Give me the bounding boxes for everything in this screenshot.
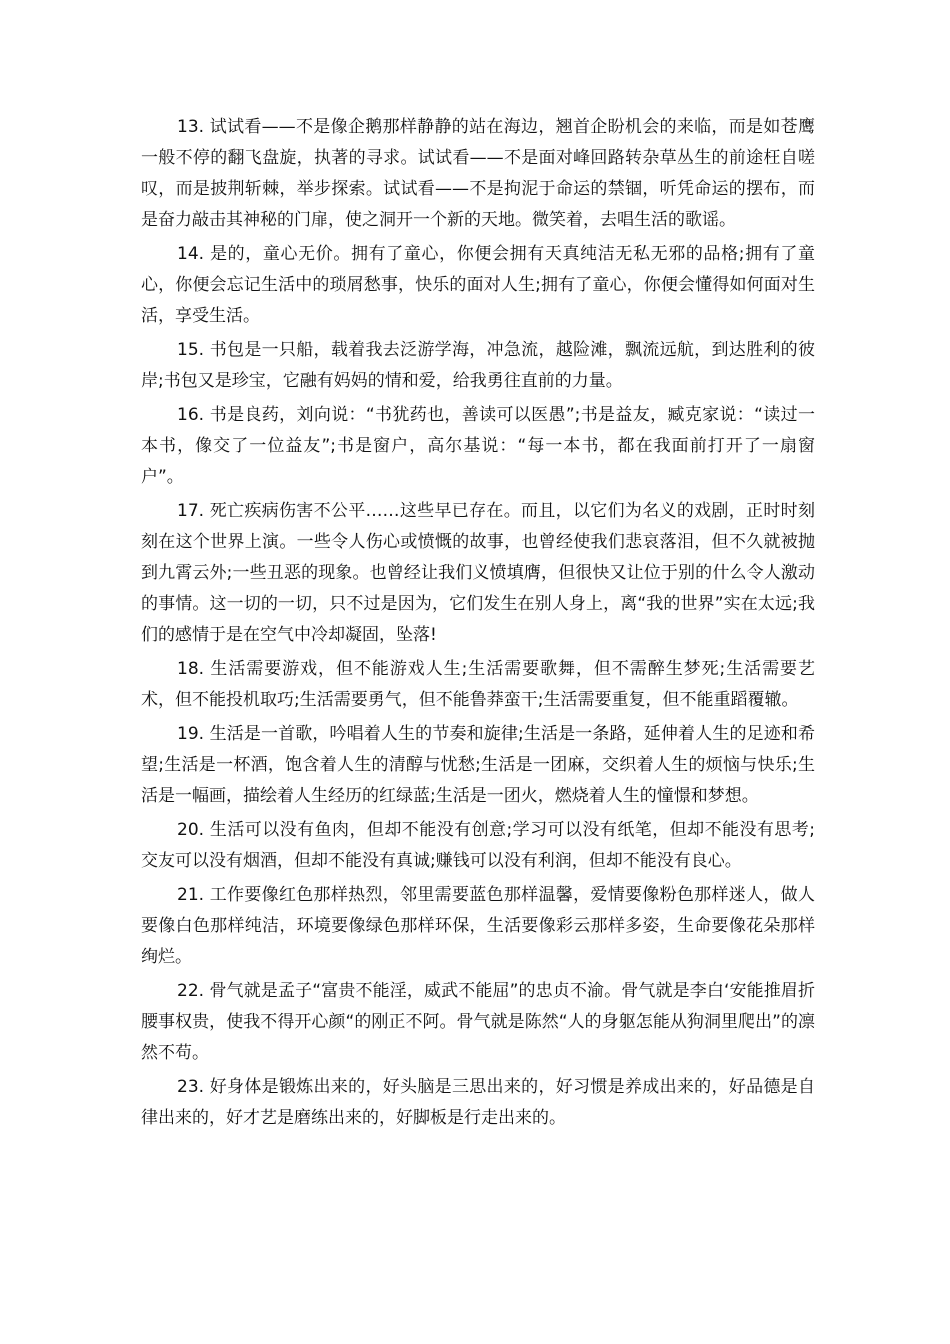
paragraph-16: 16. 书是良药，刘向说：“书犹药也，善读可以医愚”;书是益友，臧克家说：“读过一本书，像交了一位益友”;书是窗户，高尔基说：“每一本书，都在我面前打开了一扇窗户”。 xyxy=(141,405,815,487)
paragraph-18: 18. 生活需要游戏，但不能游戏人生;生活需要歌舞，但不需醉生梦死;生活需要艺术，但不能投机取巧;生活需要勇气，但不能鲁莽蛮干;生活需要重复，但不能重蹈覆辙。 xyxy=(141,659,815,710)
paragraph-13: 13. 试试看——不是像企鹅那样静静的站在海边，翘首企盼机会的来临，而是如苍鹰一般不停的翻飞盘旋，执著的寻求。试试看——不是面对峰回路转杂草丛生的前途枉自嗟叹，而是披荆斩棘，举步探索。试试看——不是拘泥于命运的禁锢，听凭命运的摆布，而是奋力敲击其神秘的门扉，使之洞开一个新的天地。微笑着，去唱生活的歌谣。 xyxy=(141,117,815,230)
paragraph-17: 17. 死亡疾病伤害不公平……这些早已存在。而且，以它们为名义的戏剧，正时时刻刻在这个世界上演。一些令人伤心或愤慨的故事，也曾经使我们悲哀落泪，但不久就被抛到九霄云外;一些丑恶的现象。也曾经让我们义愤填膺，但很快又让位于别的什么令人激动的事情。这一切的一切，只不过是因为，它们发生在别人身上，离“我的世界”实在太远;我们的感情于是在空气中冷却凝固，坠落! xyxy=(141,501,815,645)
paragraph-21: 21. 工作要像红色那样热烈，邻里需要蓝色那样温馨，爱情要像粉色那样迷人，做人要像白色那样纯洁，环境要像绿色那样环保，生活要像彩云那样多姿，生命要像花朵那样绚烂。 xyxy=(141,885,815,967)
paragraph-22: 22. 骨气就是孟子“富贵不能淫，威武不能屈”的忠贞不渝。骨气就是李白‘安能推眉折腰事权贵，使我不得开心颜“的刚正不阿。骨气就是陈然“人的身躯怎能从狗洞里爬出”的凛然不苟。 xyxy=(141,981,815,1063)
paragraph-23: 23. 好身体是锻炼出来的，好头脑是三思出来的，好习惯是养成出来的，好品德是自律出来的，好才艺是磨练出来的，好脚板是行走出来的。 xyxy=(141,1077,815,1128)
paragraph-14: 14. 是的，童心无价。拥有了童心，你便会拥有天真纯洁无私无邪的品格;拥有了童心，你便会忘记生活中的琐屑愁事，快乐的面对人生;拥有了童心，你便会懂得如何面对生活，享受生活。 xyxy=(141,244,815,326)
paragraph-19: 19. 生活是一首歌，吟唱着人生的节奏和旋律;生活是一条路，延伸着人生的足迹和希望;生活是一杯酒，饱含着人生的清醇与忧愁;生活是一团麻，交织着人生的烦恼与快乐;生活是一幅画，描绘着人生经历的红绿蓝;生活是一团火，燃烧着人生的憧憬和梦想。 xyxy=(141,724,815,806)
document-body xyxy=(141,112,815,1137)
paragraph-15: 15. 书包是一只船，载着我去泛游学海，冲急流，越险滩，飘流远航，到达胜利的彼岸;书包又是珍宝，它融有妈妈的情和爱，给我勇往直前的力量。 xyxy=(141,340,815,391)
paragraph-20: 20. 生活可以没有鱼肉，但却不能没有创意;学习可以没有纸笔，但却不能没有思考;交友可以没有烟酒，但却不能没有真诚;赚钱可以没有利润，但却不能没有良心。 xyxy=(141,820,815,871)
